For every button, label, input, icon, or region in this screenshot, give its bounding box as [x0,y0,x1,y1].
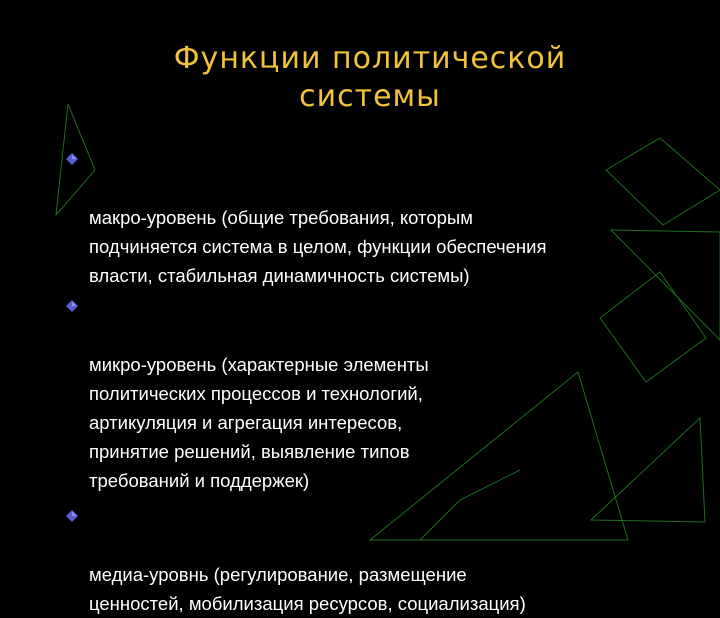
diamond-bullet-icon [66,510,78,522]
bullet-item-micro [60,292,660,495]
bullet-item-macro [60,145,660,290]
diamond-bullet-icon [66,153,78,165]
slide-title: Функции политической системы [173,41,567,114]
bullet-text: макро-уровень (общие требования, которым подчиняется система в целом, функции обеспечения власти, стабильная динамичность системы) [89,207,547,286]
diamond-bullet-icon [66,300,78,312]
bullet-item-media [60,502,660,618]
bullet-text: медиа-уровнь (регулирование, размещение ценностей, мобилизация ресурсов, социализация) [89,564,526,614]
bullet-text: микро-уровень (характерные элементы политических процессов и технологий, артикуляция и агрегация интересов, принятие решений, выявление типов требований и поддержек) [89,354,429,491]
bullet-list [60,145,660,618]
